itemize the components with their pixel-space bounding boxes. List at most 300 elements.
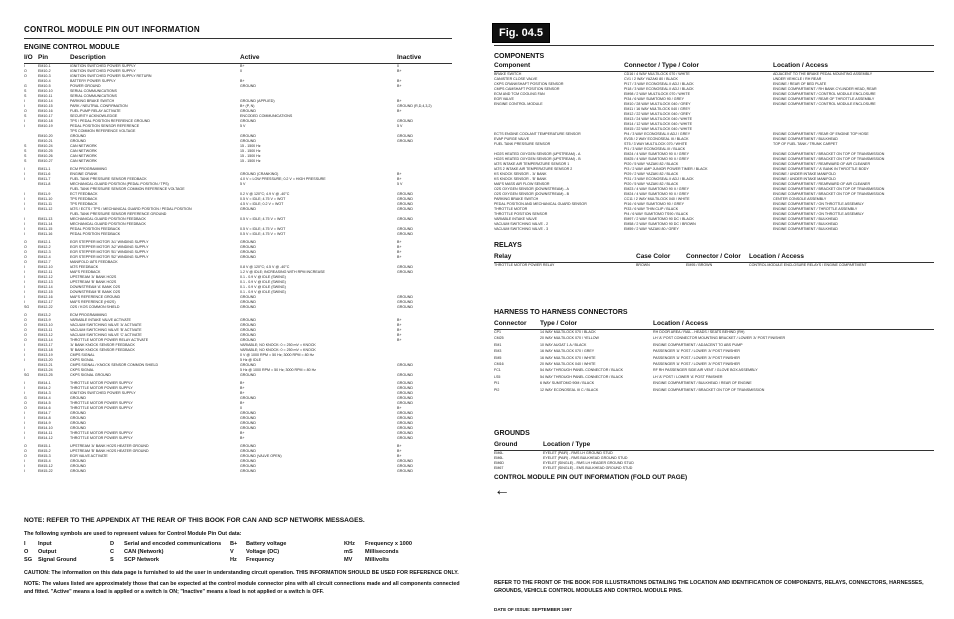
pin-active: 0.5 V = IDLE; 4.75 V = WOT [240, 227, 286, 231]
pin-number: EM14-12 [38, 436, 53, 440]
component-location: ENGINE COMPARTMENT / BULKHEAD [773, 227, 838, 231]
pin-inactive: 0 [397, 64, 399, 68]
pin-description: MECHANICAL GUARD POSITION FEEDBACK [70, 222, 146, 226]
pin-active: GROUND [240, 109, 256, 113]
relay-header-location: Location / Access [749, 253, 805, 260]
component-connector: EM25 / 4 WAY SUMITOMO 90 II / GREY [624, 157, 689, 161]
pin-active: GROUND [240, 338, 256, 342]
pin-inactive: GROUND [397, 464, 413, 468]
component-location: ENGINE COMPARTMENT / BULKHEAD [773, 217, 838, 221]
pin-io: I [24, 232, 25, 236]
pin-description: THROTTLE MOTOR POWER SUPPLY [70, 436, 133, 440]
pin-active: 0 [240, 406, 242, 410]
harness-connector: PI2 [494, 387, 500, 392]
pin-description: UPSTREAM 'B' BANK HO2S [70, 280, 117, 284]
pin-active: GROUND [240, 411, 256, 415]
pin-io: I [24, 207, 25, 211]
pin-io: O [24, 333, 27, 337]
pin-active: 0.5 V = IDLE; 4.75 V = WOT [240, 232, 286, 236]
harness-type: 54 WAY THROUGH PANEL CONNECTOR / BLACK [540, 368, 624, 373]
pin-row [24, 159, 454, 164]
pin-number: EM11-13 [38, 217, 53, 221]
pin-io: O [24, 454, 27, 458]
legend-meaning: CAN (Network) [124, 549, 164, 555]
component-name: KS KNOCK SENSOR - 'A' BANK [494, 172, 547, 176]
pin-description: GROUND [70, 139, 86, 143]
pin-description: VARIABLE INTAKE VALVE ACTIVATE [70, 318, 131, 322]
component-name: IATS INTAKE AIR TEMPERATURE SENSOR 1 [494, 162, 570, 166]
pin-inactive: 5 V [397, 182, 403, 186]
pin-number: EM10-14 [38, 99, 53, 103]
harness-location: ENGINE COMPARTMENT / BULKHEAD / REAR OF ENGINE [653, 381, 752, 386]
harness-header-location: Location / Access [653, 320, 709, 327]
pin-description: GROUND [70, 421, 86, 425]
pin-io: O [24, 255, 27, 259]
pin-io: I [24, 381, 25, 385]
pin-inactive: GROUND [397, 391, 413, 395]
pin-number: EM10-25 [38, 149, 53, 153]
pin-number: EM14-5 [38, 401, 51, 405]
legend-meaning: Output [38, 549, 57, 555]
pin-active: GROUND [240, 416, 256, 420]
grounds-title: GROUNDS [494, 430, 530, 437]
pin-inactive: GROUND [397, 416, 413, 420]
pin-inactive: GROUND [397, 270, 413, 274]
pin-inactive: GROUND [397, 265, 413, 269]
comp-header-component: Component [494, 62, 531, 69]
pin-number: EM10-4 [38, 79, 51, 83]
pin-description: THROTTLE MOTOR POWER RELAY ACTIVATE [70, 338, 149, 342]
pin-number: EM15-22 [38, 469, 53, 473]
pin-number: EM14-3 [38, 391, 51, 395]
pin-inactive: B+ [397, 172, 402, 176]
pin-inactive: GROUND [397, 421, 413, 425]
pin-io: I [24, 464, 25, 468]
component-connector: EM15 / 22 WAY MULTILOCK 040 / WHITE [624, 127, 692, 131]
legend-meaning: Frequency [246, 557, 275, 563]
pin-io: I [24, 386, 25, 390]
pin-io: I [24, 104, 25, 108]
pin-active: GROUND [240, 250, 256, 254]
component-location: ENGINE COMPARTMENT / REAR OF ENGINE TOP HOSE [773, 132, 869, 136]
pin-io: I [24, 197, 25, 201]
pin-active: GROUND [240, 373, 256, 377]
pin-description: THROTTLE MOTOR POWER SUPPLY [70, 401, 133, 405]
component-connector: CV1 / 2 WAY YAZAKI 80 / BLACK [624, 77, 678, 81]
note-appendix: NOTE: REFER TO THE APPENDIX AT THE REAR OF THIS BOOK FOR CAN AND SCP NETWORK MESSAGES. [24, 517, 365, 524]
pin-active: GROUND [240, 421, 256, 425]
harness-connector: FC1 [494, 368, 501, 373]
pin-active: GROUND [240, 295, 256, 299]
pin-io: O [24, 338, 27, 342]
pin-io: I [24, 119, 25, 123]
pin-active: B+ (P, N) [240, 104, 255, 108]
component-location: ENGINE COMPARTMENT / ON THROTTLE ASSEMBLY [773, 212, 864, 216]
component-connector: EM12 / 22 WAY MULTILOCK 040 / GREY [624, 112, 691, 116]
pin-inactive: B+ [397, 250, 402, 254]
header-active: Active [240, 54, 260, 61]
pin-number: EM13-10 [38, 323, 53, 327]
pin-io: I [24, 411, 25, 415]
component-connector: PI16 / 6 WAY SUMITOMO 90 / GREY [624, 202, 684, 206]
pin-number: EM12-7 [38, 260, 51, 264]
pin-active: 0.1 - 0.9 V @ IDLE (SWING) [240, 290, 286, 294]
pin-io: O [24, 323, 27, 327]
pin-active: 4.0 V = LOW PRESSURE; 0.2 V = HIGH PRESSURE [240, 177, 326, 181]
pin-inactive: GROUND [397, 396, 413, 400]
pin-active: GROUND [240, 323, 256, 327]
pin-number: EM15-1 [38, 444, 51, 448]
harness-location: LH 'A' POST CONNECTOR MOUNTING BRACKET / LOWER 'A' POST FINISHER [653, 336, 786, 341]
pin-io: I [24, 167, 25, 171]
legend-meaning: Voltage (DC) [246, 549, 280, 555]
pin-io: I [24, 64, 25, 68]
component-connector: EV35 / 2 WAY ECONOSEAL III / BLACK [624, 137, 689, 141]
pin-active: 5 Hz @ 1000 RPM = 50 Hz; 3000 RPM = 80 Hz [240, 368, 316, 372]
component-connector: EM24 / 4 WAY SUMITOMO 90 II / GREY [624, 152, 689, 156]
pin-number: EM12-10 [38, 265, 53, 269]
pin-io: I [24, 358, 25, 362]
component-location: ENGINE COMPARTMENT / BULKHEAD [773, 222, 838, 226]
component-location: ENGINE COMPARTMENT / ON THROTTLE ASSEMBLY [773, 202, 864, 206]
component-location: ENGINE COMPARTMENT / CONTROL MODULE ENCLOSURE [773, 102, 876, 106]
pin-description: TPS / PEDAL POSITION REFERENCE GROUND [70, 119, 150, 123]
pin-active: 5 V [240, 182, 246, 186]
pin-group [24, 240, 454, 310]
pin-description: GROUND [70, 411, 86, 415]
pin-io: I [24, 353, 25, 357]
component-connector: EM59 / 2 WAY YAZAKI 80 / GREY [624, 227, 679, 231]
pin-inactive: GROUND [397, 139, 413, 143]
harness-connector: LS5 [494, 374, 501, 379]
component-location: ENGINE COMPARTMENT / CONTROL MODULE ENCLOSURE [773, 92, 876, 96]
component-connector: PI20 / 5 WAY YAZAKI 82 / BLACK [624, 162, 679, 166]
pin-active: GROUND (APPLIED) [240, 99, 275, 103]
pin-description: PEDAL POSITION SENSOR REFERENCE [70, 124, 140, 128]
component-name: IATS 2 INTAKE AIR TEMPERATURE SENSOR 2 [494, 167, 573, 171]
pin-number: EM12-15 [38, 290, 53, 294]
legend-symbol: I [24, 541, 26, 547]
component-name: HO2S HEATED OXYGEN SENSOR (UPSTREAM) - A [494, 152, 581, 156]
pin-active: 15 - 1500 Hz [240, 144, 261, 148]
pin-io: O [24, 260, 27, 264]
component-location: UNDER VEHICLE / RH REAR [773, 77, 822, 81]
component-location: ENGINE / REAR OF BED PLATE [773, 82, 827, 86]
legend-symbol: mS [344, 549, 353, 555]
pin-description: IGNITION SWITCHED POWER SUPPLY RETURN [70, 74, 152, 78]
pin-description: UPSTREAM 'A' BANK HO2S HEATER GROUND [70, 444, 149, 448]
pin-active: GROUND [240, 363, 256, 367]
pin-inactive: GROUND [397, 363, 413, 367]
pin-group [24, 444, 454, 474]
note-values: NOTE: The values listed are approximately those that can be expected at the control module connector pins with all circuit connections made and all components connected and fitted. "Active" means a load is applied or a switch is ON; "Inactive" means a load is not applied or a switch is OFF. [24, 581, 460, 595]
pin-number: EM14-10 [38, 426, 53, 430]
pin-inactive: GROUND [397, 295, 413, 299]
pin-description: CAN NETWORK [70, 159, 97, 163]
harness-location: ENGINE COMPARTMENT / BRACKET ON TOP OF TRANSMISSION [653, 387, 765, 392]
pin-number: EM14-7 [38, 411, 51, 415]
pin-description: CAN NETWORK [70, 149, 97, 153]
pin-row [24, 373, 454, 378]
pin-active: VARIABLE; NO KNOCK: 0 = 250 mV = KNOCK [240, 348, 316, 352]
pin-description: POWER GROUND [70, 84, 101, 88]
pin-inactive: 5 V [397, 124, 403, 128]
pin-inactive: GROUND [397, 401, 413, 405]
pin-description: CMPS SIGNAL [70, 353, 95, 357]
pin-io: I [24, 343, 25, 347]
pin-description: CMPS SIGNAL / KNOCK SENSOR COMMON SHIELD [70, 363, 159, 367]
pin-active: GROUND [240, 139, 256, 143]
pin-inactive: GROUND [397, 197, 413, 201]
pin-number: EM14-11 [38, 431, 53, 435]
pin-description: FUEL PUMP RELAY ACTIVATE [70, 109, 121, 113]
pin-number: EM13-17 [38, 343, 53, 347]
pin-description: MANIFOLD IATS FEEDBACK [70, 260, 118, 264]
component-connector: EM10 / 28 WAY MULTILOCK 040 / GREY [624, 102, 691, 106]
pin-active: GROUND [240, 255, 256, 259]
ground-id: EM67 [494, 466, 504, 470]
pin-inactive: B+ [397, 69, 402, 73]
pin-inactive: GROUND [397, 381, 413, 385]
relay-case-color: BROWN [636, 263, 650, 267]
pin-inactive: B+ [397, 84, 402, 88]
component-connector: PI4 / 3 WAY ECONOSEAL II ADJ / GREY [624, 132, 691, 136]
pin-description: EGR STEPPER MOTOR 'A2' WINDING SUPPLY [70, 245, 149, 249]
component-location: ENGINE COMPARTMENT / THROTTLE ASSEMBLY [773, 207, 858, 211]
pin-io: S [24, 94, 27, 98]
pin-number: EM10-27 [38, 159, 53, 163]
pin-active: GROUND [240, 300, 256, 304]
pin-active: GROUND [240, 245, 256, 249]
pin-active: GROUND [240, 469, 256, 473]
legend-symbol: MV [344, 557, 353, 563]
pin-active: 5 V [240, 124, 246, 128]
component-name: MAFS MASS AIR FLOW SENSOR [494, 182, 550, 186]
pin-description: VACUUM SWITCHING VALVE 'C' ACTIVATE [70, 333, 142, 337]
component-connector: EM97 / 2 WAY SUMITOMO 90 DC / BLACK [624, 217, 694, 221]
pin-number: EM14-9 [38, 421, 51, 425]
component-location: ENGINE COMPARTMENT / REARWARD OF AIR CLEANER [773, 162, 871, 166]
pin-group [24, 381, 454, 441]
pin-inactive: B+ [397, 240, 402, 244]
pin-description: THROTTLE MOTOR POWER SUPPLY [70, 431, 133, 435]
pin-active: GROUND [240, 449, 256, 453]
pin-io: S [24, 149, 27, 153]
pin-inactive: B+ [397, 245, 402, 249]
legend-symbol: C [110, 549, 115, 555]
pin-description: THROTTLE MOTOR POWER SUPPLY [70, 381, 133, 385]
pin-description: THROTTLE MOTOR POWER SUPPLY [70, 386, 133, 390]
ground-location: EYELET (PAIR) - RMS LH GROUND STUD [543, 451, 613, 455]
ground-id: EM6D [494, 461, 504, 465]
component-name: THROTTLE POSITION SENSOR [494, 212, 548, 216]
pin-active: GROUND [240, 84, 256, 88]
pin-description: SECURITY ACKNOWLEDGE [70, 114, 118, 118]
pin-active: GROUND [240, 119, 256, 123]
pin-number: EM14-4 [38, 396, 51, 400]
pin-number: EM12-16 [38, 295, 53, 299]
pin-io: O [24, 444, 27, 448]
component-location: ADJACENT TO THE BRAKE PEDAL MOUNTING ASSEMBLY [773, 72, 873, 76]
pin-active: 0.5 V = IDLE; 4.75 V = WOT [240, 197, 286, 201]
component-connector: PI33 / 6 WAY THIN CLIP / BLACK [624, 207, 679, 211]
pin-description: CKPS SIGNAL [70, 358, 94, 362]
pin-inactive: B+ [397, 444, 402, 448]
pin-number: EM11-11 [38, 202, 53, 206]
pin-io: S [24, 89, 27, 93]
pin-description: CAN NETWORK [70, 144, 97, 148]
pin-inactive: GROUND [397, 436, 413, 440]
left-arrow-icon[interactable]: ← [494, 482, 510, 499]
component-connector: PI18 / 3 WAY ECONOSEAL II ADJ / BLACK [624, 87, 694, 91]
pin-active: B+ [240, 436, 245, 440]
components-title: COMPONENTS [494, 53, 545, 60]
refer-note: REFER TO THE FRONT OF THE BOOK FOR ILLUSTRATIONS DETAILING THE LOCATION AND IDENTIFICATION OF COMPONENTS, RELAYS, CONNECTORS, HARNESSES, GROUNDS, VEHICLE CONTROL MODULES AND CONTROL MODULE PINS. [494, 580, 924, 594]
pin-number: EM12-17 [38, 300, 53, 304]
component-location: ENGINE COMPARTMENT / BRACKET ON TOP OF TRANSMISSION [773, 152, 885, 156]
harness-connector: CP1 [494, 330, 501, 334]
harness-type: 20 WAY MULTILOCK 040 / WHITE [540, 362, 596, 366]
pin-description: IGNITION SWITCHED POWER SUPPLY [70, 64, 136, 68]
component-name: VACUUM SWITCHING VALVE - 3 [494, 227, 549, 231]
component-name: PARKING BRAKE SWITCH [494, 197, 539, 201]
pin-active: 0 [240, 69, 242, 73]
relay-row [494, 263, 934, 269]
pin-io: O [24, 328, 27, 332]
component-location: ENGINE COMPARTMENT / 'A' BANK IN THROTTLE BODY [773, 167, 869, 171]
component-location: ENGINE COMPARTMENT / REARWARD OF AIR CLEANER [773, 182, 871, 186]
legend-meaning: Signal Ground [38, 557, 77, 563]
pin-description: UPSTREAM 'B' BANK HO2S HEATER GROUND [70, 449, 149, 453]
pin-active: 5 Hz @ IDLE [240, 358, 262, 362]
pin-description: FUEL TANK PRESSURE SENSOR REFERENCE GROUND [70, 212, 167, 216]
pin-active: B+ [240, 401, 245, 405]
pin-io: O [24, 318, 27, 322]
relays-title: RELAYS [494, 242, 522, 249]
pin-active: GROUND [240, 464, 256, 468]
pin-description: CAN NETWORK [70, 154, 97, 158]
pin-inactive: GROUND [397, 134, 413, 138]
pin-active: GROUND [240, 396, 256, 400]
ground-header-ground: Ground [494, 441, 518, 448]
pin-io: I [24, 270, 25, 274]
harness-type: 54 WAY THROUGH PANEL CONNECTOR / BLACK [540, 374, 624, 379]
pin-group [24, 167, 454, 237]
right-title-rule [494, 45, 934, 46]
component-connector: EM24 / 4 WAY SUMITOMO 90 II / GREY [624, 192, 689, 196]
pin-io: I [24, 436, 25, 440]
pin-io: I [24, 217, 25, 221]
pin-number: EM10-21 [38, 139, 53, 143]
harness-connector: EM1 [494, 342, 502, 347]
pin-description: GROUND [70, 134, 86, 138]
header-pin: Pin [38, 54, 49, 61]
legend-symbol: O [24, 549, 29, 555]
pin-description: THROTTLE MOTOR POWER SUPPLY [70, 406, 133, 410]
legend-symbol: D [110, 541, 115, 547]
pin-number: EM13-20 [38, 358, 53, 362]
pin-description: ECT FEEDBACK [70, 192, 98, 196]
pin-description: TPS COMMON REFERENCE VOLTAGE [70, 129, 136, 133]
component-name: VACUUM SWITCHING VALVE - 2 [494, 222, 549, 226]
pin-io: SG [24, 305, 30, 309]
pin-number: EM12-3 [38, 250, 51, 254]
component-location: ENGINE COMPARTMENT / RH BANK CYLINDER HEAD, REAR [773, 87, 877, 91]
harness-connector: CM25 [494, 336, 504, 341]
pin-active: B+ [240, 79, 245, 83]
pin-active: 0.1 - 0.9 V @ IDLE (SWING) [240, 285, 286, 289]
ground-header-location: Location / Type [543, 441, 591, 448]
legend-title: The following symbols are used to represent values for Control Module Pin Out data: [24, 531, 242, 537]
pin-number: EM13-11 [38, 328, 53, 332]
component-location: CENTER CONSOLE ASSEMBLY [773, 197, 827, 201]
pin-active: 4.5 V = IDLE; 0.2 V = WOT [240, 202, 284, 206]
pin-number: EM13-9 [38, 318, 51, 322]
pin-number: EM13-19 [38, 353, 53, 357]
component-name: KS KNOCK SENSOR - 'B' BANK [494, 177, 547, 181]
pin-description: PEDAL POSITION FEEDBACK [70, 232, 121, 236]
component-name: BRAKE SWITCH [494, 72, 522, 76]
pin-description: MAFS REFERENCE (H02S) [70, 300, 116, 304]
pin-io: O [24, 74, 27, 78]
pin-active: 0.5 V = IDLE; 4.75 V = WOT [240, 217, 286, 221]
title-rule [24, 38, 452, 39]
pin-description: IGNITION SWITCHED POWER SUPPLY [70, 391, 136, 395]
legend-symbol: S [110, 557, 114, 563]
relay-header-connector: Connector / Color [686, 253, 741, 260]
harness-location: PASSENGER 'A' POST / LOWER 'A' POST FINISHER [653, 362, 741, 366]
pin-inactive: GROUND [397, 217, 413, 221]
pin-inactive: B+ [397, 333, 402, 337]
component-connector: CD16 / 4 WAY MULTILOCK 070 / WHITE [624, 72, 690, 76]
page-title: CONTROL MODULE PIN OUT INFORMATION [24, 25, 200, 34]
pin-number: EM11-16 [38, 232, 53, 236]
pin-number: EM12-13 [38, 280, 53, 284]
caution-text: CAUTION: The information on this data page is furnished to aid the user in understanding circuit operation. THIS INFORMATION SHOULD BE USED FOR REFERENCE ONLY. [24, 570, 459, 576]
pin-number: EM14-2 [38, 386, 51, 390]
pin-io: I [24, 280, 25, 284]
pin-number: EM10-18 [38, 119, 53, 123]
harness-connector: EM5 [494, 355, 502, 360]
pin-inactive: B+ [397, 338, 402, 342]
harness-type: 10 WAY AUGAT 1 A / BLACK [540, 342, 587, 347]
pin-io: I [24, 459, 25, 463]
legend-symbol: KHz [344, 541, 355, 547]
pin-number: EM15-2 [38, 449, 51, 453]
component-connector: PI3 / 2 WAY AMP JUNIOR POWER TIMER / BLACK [624, 167, 708, 171]
pin-io: I [24, 172, 25, 176]
pin-description: PARKING BRAKE SWITCH [70, 99, 115, 103]
pin-io: S [24, 144, 27, 148]
harness-location: ENGINE COMPARTMENT / ADJACENT TO ABS PUMP [653, 342, 743, 347]
pin-number: EM10-19 [38, 124, 53, 128]
pin-group [24, 64, 454, 164]
pin-number: EM11-8 [38, 182, 51, 186]
component-location: ENGINE / UNDER INTAKE MANIFOLD [773, 172, 836, 176]
pin-row [24, 436, 454, 441]
pin-description: IGNITION SWITCHED POWER SUPPLY [70, 69, 136, 73]
component-location: ENGINE COMPARTMENT / REAR OF THROTTLE ASSEMBLY [773, 97, 875, 101]
component-name: CMPS CAMSHAFT POSITION SENSOR [494, 87, 560, 91]
component-name: THROTTLE MOTOR [494, 207, 528, 211]
pin-active: B+ [240, 64, 245, 68]
pin-number: EM13-25 [38, 373, 53, 377]
pin-number: EM10-2 [38, 69, 51, 73]
pin-inactive: GROUND [397, 426, 413, 430]
pin-number: EM12-11 [38, 270, 53, 274]
pin-inactive: B+ [397, 454, 402, 458]
pin-description: EGR STEPPER MOTOR 'A1' WINDING SUPPLY [70, 240, 149, 244]
